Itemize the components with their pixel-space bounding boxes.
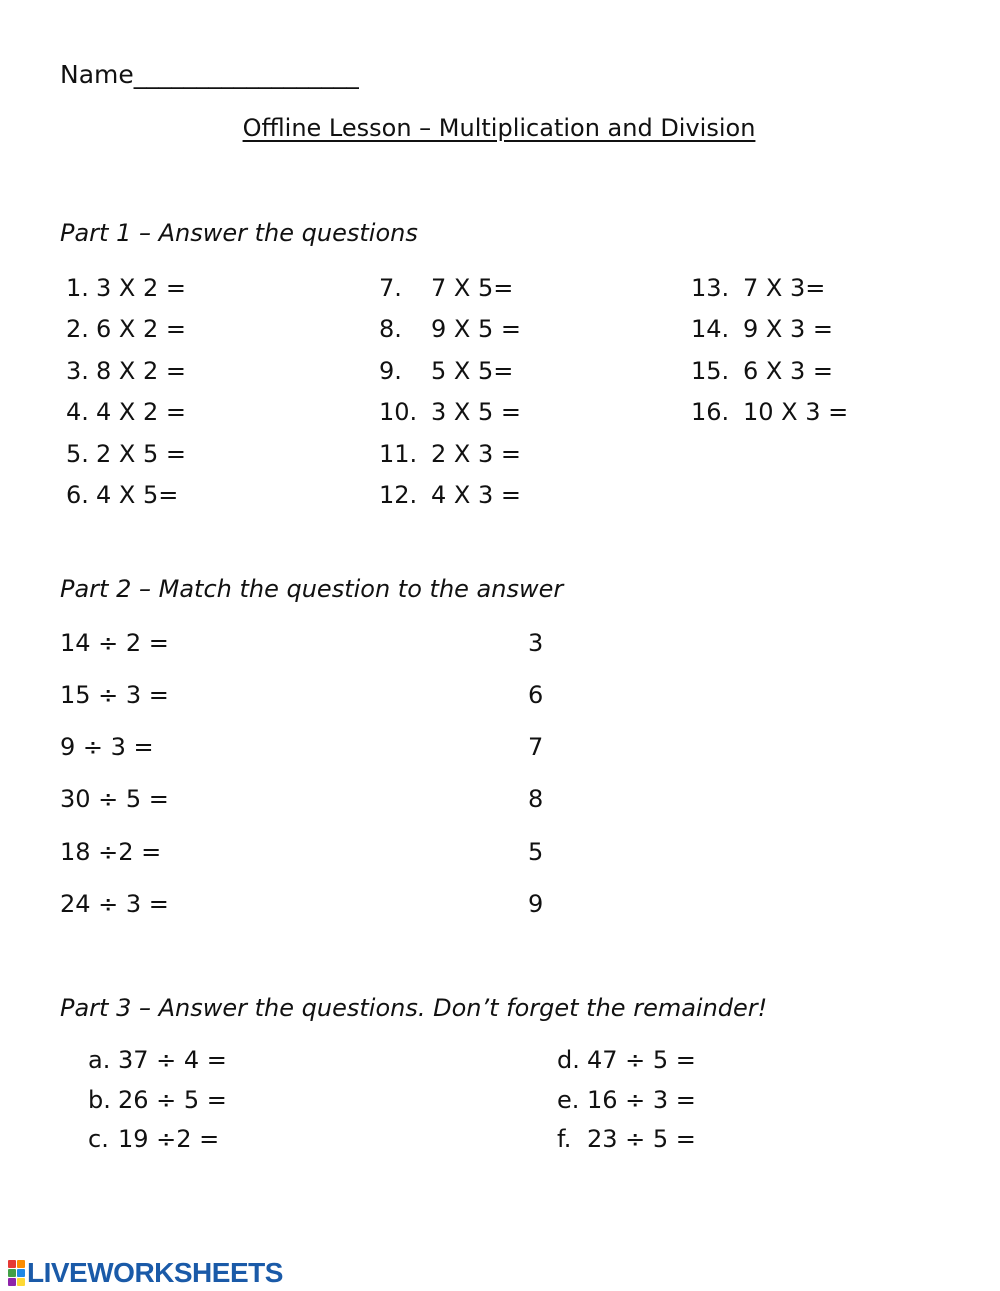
question-letter: e. [557,1086,580,1114]
match-answer: 8 [528,785,544,813]
question-item [66,357,186,385]
question-number: 6. [66,481,89,509]
question-item [88,1046,227,1074]
question-number: 3. [66,357,89,385]
question-item [379,398,521,426]
part1-heading: Part 1 – Answer the questions [60,219,418,247]
question-item [379,357,513,385]
question-letter: d. [557,1046,580,1074]
logo-square [17,1278,25,1286]
question-expression: 4 X 5= [96,481,179,509]
question-expression: 6 X 3 = [743,357,833,385]
question-expression: 26 ÷ 5 = [118,1086,227,1114]
part2-heading: Part 2 – Match the question to the answer [60,575,564,603]
brand-name: LIVEWORKSHEETS [27,1257,283,1288]
question-number: 1. [66,274,89,302]
match-answer: 6 [528,681,544,709]
question-item [557,1086,696,1114]
question-letter: f. [557,1125,572,1153]
question-expression: 2 X 5 = [96,440,186,468]
match-question: 14 ÷ 2 = [60,629,169,657]
question-expression: 4 X 2 = [96,398,186,426]
question-expression: 6 X 2 = [96,315,186,343]
question-expression: 3 X 2 = [96,274,186,302]
match-answer: 3 [528,629,544,657]
question-item [66,481,178,509]
question-expression: 3 X 5 = [431,398,521,426]
match-question: 24 ÷ 3 = [60,890,169,918]
page-title: Offline Lesson – Multiplication and Division [242,114,756,142]
logo-grid-icon [8,1260,25,1286]
question-letter: c. [88,1125,109,1153]
question-expression: 7 X 3= [743,274,826,302]
match-answer: 7 [528,733,544,761]
question-number: 16. [691,398,730,426]
question-number: 9. [379,357,402,385]
question-number: 15. [691,357,730,385]
question-number: 2. [66,315,89,343]
question-letter: b. [88,1086,111,1114]
question-number: 14. [691,315,730,343]
logo-square [17,1269,25,1277]
question-item [379,315,521,343]
logo-square [8,1278,16,1286]
question-number: 11. [379,440,418,468]
question-expression: 37 ÷ 4 = [118,1046,227,1074]
question-number: 7. [379,274,402,302]
question-number: 10. [379,398,418,426]
part3-heading: Part 3 – Answer the questions. Don’t forget the remainder! [60,994,768,1022]
question-expression: 47 ÷ 5 = [587,1046,696,1074]
question-item [88,1086,227,1114]
question-item [66,274,186,302]
question-item [691,315,833,343]
question-expression: 8 X 2 = [96,357,186,385]
question-item [557,1046,696,1074]
match-question: 15 ÷ 3 = [60,681,169,709]
question-expression: 7 X 5= [431,274,514,302]
question-number: 13. [691,274,730,302]
match-answer: 9 [528,890,544,918]
liveworksheets-logo[interactable] [8,1256,283,1290]
logo-square [17,1260,25,1268]
question-number: 8. [379,315,402,343]
question-item [88,1125,219,1153]
question-item [557,1125,696,1153]
question-item [66,315,186,343]
logo-square [8,1260,16,1268]
question-item [379,274,513,302]
question-number: 4. [66,398,89,426]
question-item [691,398,848,426]
question-expression: 2 X 3 = [431,440,521,468]
question-item [691,357,833,385]
question-item [379,481,521,509]
question-expression: 5 X 5= [431,357,514,385]
question-expression: 10 X 3 = [743,398,849,426]
question-expression: 4 X 3 = [431,481,521,509]
match-answer: 5 [528,838,544,866]
question-number: 5. [66,440,89,468]
question-item [379,440,521,468]
question-number: 12. [379,481,418,509]
question-expression: 19 ÷2 = [118,1125,220,1153]
question-item [66,440,186,468]
match-question: 30 ÷ 5 = [60,785,169,813]
match-question: 9 ÷ 3 = [60,733,154,761]
match-question: 18 ÷2 = [60,838,162,866]
question-letter: a. [88,1046,111,1074]
question-expression: 23 ÷ 5 = [587,1125,696,1153]
question-expression: 16 ÷ 3 = [587,1086,696,1114]
question-item [691,274,825,302]
logo-square [8,1269,16,1277]
question-expression: 9 X 5 = [431,315,521,343]
question-expression: 9 X 3 = [743,315,833,343]
question-item [66,398,186,426]
name-field-label: Name__________________ [60,60,359,89]
